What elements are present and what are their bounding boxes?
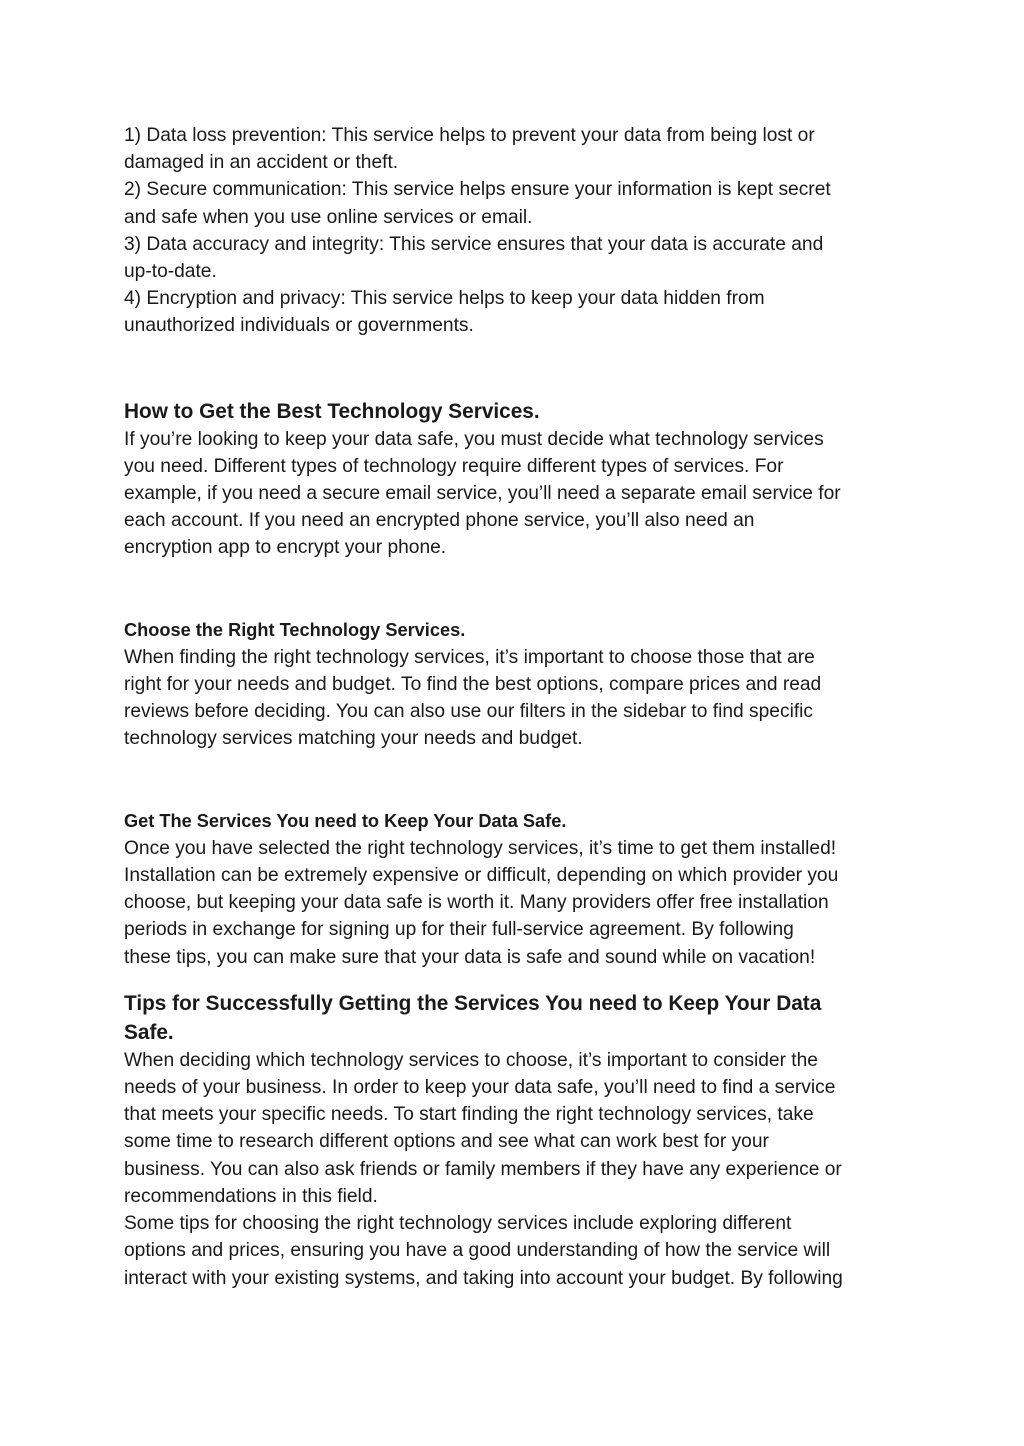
list-item: 4) Encryption and privacy: This service helps to keep your data hidden from unauthorized individuals or governments. — [124, 288, 765, 337]
list-item: 3) Data accuracy and integrity: This service ensures that your data is accurate and up-to-date. — [124, 233, 824, 283]
section-best-services — [124, 397, 904, 562]
section-body: Some tips for choosing the right technology services include exploring different options and prices, ensuring you have a good understanding of how the service will interact with your existing systems, and taking into account your budget. By following — [124, 1213, 843, 1289]
document-page — [124, 122, 904, 1292]
section-heading: Get The Services You need to Keep Your Data Safe. — [124, 810, 567, 831]
spacer — [124, 340, 904, 397]
spacer — [124, 562, 904, 617]
section-body: When finding the right technology services, it’s important to choose those that are right for your needs and budget. To find the best options, compare prices and read reviews before deciding. You can also use our filters in the sidebar to find specific technology services matching your needs and budget. — [124, 646, 822, 750]
intro-list — [124, 122, 904, 340]
section-get-services — [124, 808, 904, 971]
list-item: 2) Secure communication: This service helps ensure your information is kept secret and safe when you use online services or email. — [124, 179, 831, 228]
section-body: Once you have selected the right technology services, it’s time to get them installed! Installation can be extremely expensive or difficult, depending on which provider you choose, but keeping your data safe is worth it. Many providers offer free installation periods in exchange for signing up for their full-service agreement. By following these tips, you can make sure that your data is safe and sound while on vacation! — [124, 837, 839, 968]
section-choose-services — [124, 617, 904, 753]
list-item: 1) Data loss prevention: This service helps to prevent your data from being lost or damaged in an accident or theft. — [124, 125, 815, 174]
section-heading: Choose the Right Technology Services. — [124, 619, 466, 640]
section-body: When deciding which technology services to choose, it’s important to consider the needs of your business. In order to keep your data safe, you’ll need to find a service that meets your specific needs. To start finding the right technology services, take some time to research different options and see what can work best for your business. You can also ask friends or family members if they have any experience or recommendations in this field. — [124, 1049, 842, 1207]
section-tips — [124, 989, 904, 1292]
section-heading: How to Get the Best Technology Services. — [124, 399, 540, 423]
section-heading: Tips for Successfully Getting the Services You need to Keep Your Data Safe. — [124, 991, 822, 1044]
spacer — [124, 753, 904, 808]
section-body: If you’re looking to keep your data safe, you must decide what technology services you need. Different types of technology require different types of services. For example, if you need a secure email service, you’ll need a separate email service for each account. If you need an encrypted phone service, you’ll also need an encryption app to encrypt your phone. — [124, 428, 841, 559]
spacer — [124, 971, 904, 989]
